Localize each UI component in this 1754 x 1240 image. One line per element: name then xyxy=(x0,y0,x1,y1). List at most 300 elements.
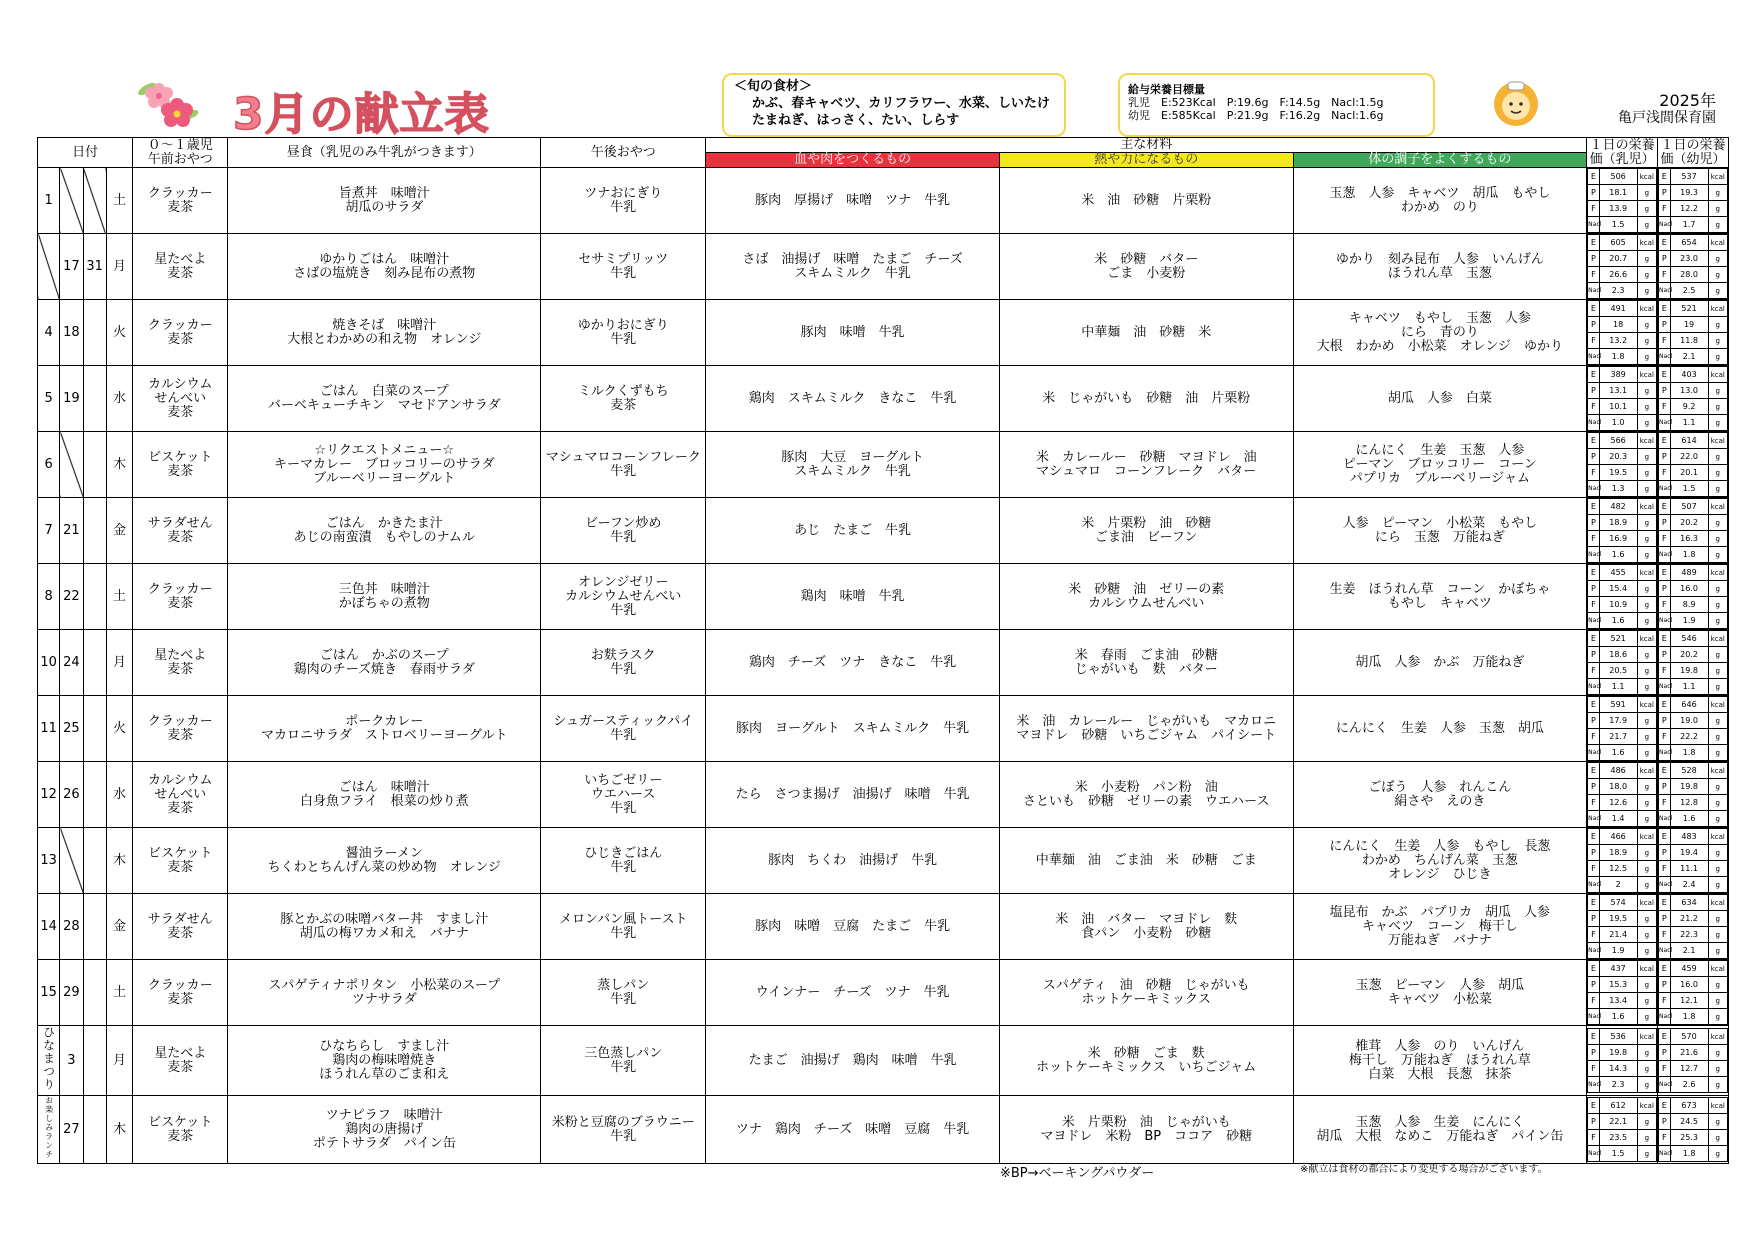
nutrition-key: F xyxy=(1588,729,1600,745)
nutrition-row xyxy=(1659,1077,1728,1093)
nutrition-key: E xyxy=(1588,763,1600,779)
nutrition-key: F xyxy=(1588,861,1600,877)
ingredients-green: にんにく 生姜 人参 もやし 長葱 わかめ ちんげん菜 玉葱 オレンジ ひじき xyxy=(1293,828,1587,894)
nutrition-value: 389 xyxy=(1599,367,1637,383)
nutrition-target-toddler: 幼児 E:585Kcal P:21.9g F:16.2g Nacl:1.6g xyxy=(1128,109,1384,122)
nutrition-value: 1.1 xyxy=(1670,415,1708,431)
nutrition-unit: g xyxy=(1637,349,1656,365)
ingredients-green: ごぼう 人参 れんこん 絹さや えのき xyxy=(1293,762,1587,828)
school-name: 亀戸浅間保育園 xyxy=(1618,110,1716,126)
date-day-1: 14 xyxy=(38,894,60,960)
nutrition-unit: g xyxy=(1708,679,1727,695)
nutrition-table xyxy=(1587,828,1657,893)
group-header-red: 血や肉をつくるもの xyxy=(706,153,1000,168)
nutrition-row xyxy=(1588,845,1657,861)
nutrition-unit: g xyxy=(1637,531,1656,547)
nutrition-unit: kcal xyxy=(1637,301,1656,317)
nutrition-unit: kcal xyxy=(1637,565,1656,581)
afternoon-snack: お麩ラスク 牛乳 xyxy=(541,630,706,696)
nutrition-key: P xyxy=(1588,185,1600,201)
nutrition-unit: kcal xyxy=(1708,697,1727,713)
nutrition-key: P xyxy=(1588,251,1600,267)
nutrition-key: E xyxy=(1659,367,1671,383)
nutrition-unit: g xyxy=(1708,1077,1727,1093)
morning-snack: サラダせん 麦茶 xyxy=(133,894,228,960)
nutrition-key: F xyxy=(1659,861,1671,877)
nutrition-table xyxy=(1587,894,1657,959)
ingredients-yellow: 米 春雨 ごま油 砂糖 じゃがいも 麩 バター xyxy=(999,630,1293,696)
nutrition-value: 9.2 xyxy=(1670,399,1708,415)
nutrition-unit: g xyxy=(1708,1146,1727,1162)
nutrition-row xyxy=(1588,185,1657,201)
ingredients-yellow: 米 カレールー 砂糖 マヨドレ 油 マシュマロ コーンフレーク バター xyxy=(999,432,1293,498)
morning-snack: クラッカー 麦茶 xyxy=(133,960,228,1026)
morning-snack: クラッカー 麦茶 xyxy=(133,300,228,366)
nutrition-value: 521 xyxy=(1599,631,1637,647)
date-day-2: 19 xyxy=(60,366,83,432)
nutrition-row xyxy=(1659,1098,1728,1114)
nutrition-key: Nacl xyxy=(1588,547,1600,563)
nutrition-row xyxy=(1588,531,1657,547)
column-header-nutrition-toddler: １日の栄養価（幼児） xyxy=(1658,138,1729,168)
nutrition-value: 1.5 xyxy=(1599,1146,1637,1162)
nutrition-row xyxy=(1588,613,1657,629)
nutrition-row xyxy=(1588,283,1657,299)
nutrition-value: 22.2 xyxy=(1670,729,1708,745)
nutrition-row xyxy=(1659,267,1728,283)
nutrition-value: 486 xyxy=(1599,763,1637,779)
nutrition-key: Nacl xyxy=(1659,283,1671,299)
nutrition-unit: g xyxy=(1637,779,1656,795)
nutrition-row xyxy=(1659,333,1728,349)
nutrition-key: Nacl xyxy=(1659,349,1671,365)
ingredients-green: 塩昆布 かぶ パプリカ 胡瓜 人参 キャベツ コーン 梅干し 万能ねぎ バナナ xyxy=(1293,894,1587,960)
nutrition-value: 1.8 xyxy=(1670,1009,1708,1025)
special-event-text: お楽しみランチ xyxy=(44,1096,54,1159)
nutrition-unit: kcal xyxy=(1708,763,1727,779)
nutrition-row xyxy=(1659,169,1728,185)
ingredients-green: にんにく 生姜 玉葱 人参 ピーマン ブロッコリー コーン パプリカ ブルーベリージャム xyxy=(1293,432,1587,498)
date-day-3 xyxy=(83,498,106,564)
date-day-1: 4 xyxy=(38,300,60,366)
nutrition-unit: g xyxy=(1708,465,1727,481)
date-day-3 xyxy=(83,762,106,828)
nutrition-unit: g xyxy=(1637,679,1656,695)
date-day-2: 18 xyxy=(60,300,83,366)
date-day-2: 28 xyxy=(60,894,83,960)
nutrition-row xyxy=(1588,877,1657,893)
nutrition-unit: g xyxy=(1708,383,1727,399)
nutrition-key: P xyxy=(1659,383,1671,399)
nutrition-unit: g xyxy=(1637,383,1656,399)
nutrition-row xyxy=(1659,433,1728,449)
nutrition-row xyxy=(1588,169,1657,185)
nutrition-value: 634 xyxy=(1670,895,1708,911)
nutrition-key: Nacl xyxy=(1588,415,1600,431)
nutrition-row xyxy=(1588,1114,1657,1130)
date-day-3 xyxy=(83,960,106,1026)
ingredients-red: 豚肉 ちくわ 油揚げ 牛乳 xyxy=(706,828,1000,894)
ingredients-green: にんにく 生姜 人参 玉葱 胡瓜 xyxy=(1293,696,1587,762)
nutrition-toddler xyxy=(1658,234,1729,300)
nutrition-table xyxy=(1587,1028,1657,1093)
nutrition-value: 1.5 xyxy=(1670,481,1708,497)
afternoon-snack: メロンパン風トースト 牛乳 xyxy=(541,894,706,960)
nutrition-infant xyxy=(1587,1026,1658,1096)
nutrition-value: 16.3 xyxy=(1670,531,1708,547)
date-day-1: 7 xyxy=(38,498,60,564)
nutrition-toddler xyxy=(1658,1026,1729,1096)
lunch: ポークカレー マカロニサラダ ストロベリーヨーグルト xyxy=(228,696,541,762)
nutrition-unit: g xyxy=(1637,415,1656,431)
ingredients-green: 生姜 ほうれん草 コーン かぼちゃ もやし キャベツ xyxy=(1293,564,1587,630)
column-header-date: 日付 xyxy=(38,138,133,168)
nutrition-value: 2.1 xyxy=(1670,349,1708,365)
nutrition-row xyxy=(1588,383,1657,399)
ingredients-green: 胡瓜 人参 かぶ 万能ねぎ xyxy=(1293,630,1587,696)
nutrition-row xyxy=(1588,1029,1657,1045)
column-header-main-ingredients: 主な材料 xyxy=(706,138,1587,153)
ingredients-yellow: 米 砂糖 油 ゼリーの素 カルシウムせんべい xyxy=(999,564,1293,630)
nutrition-key: Nacl xyxy=(1659,679,1671,695)
nutrition-key: Nacl xyxy=(1659,547,1671,563)
nutrition-key: Nacl xyxy=(1659,613,1671,629)
nutrition-value: 24.5 xyxy=(1670,1114,1708,1130)
date-day-1 xyxy=(38,234,60,300)
nutrition-key: P xyxy=(1659,251,1671,267)
nutrition-unit: g xyxy=(1637,1077,1656,1093)
nutrition-unit: g xyxy=(1708,943,1727,959)
nutrition-value: 12.2 xyxy=(1670,201,1708,217)
nutrition-value: 646 xyxy=(1670,697,1708,713)
nutrition-value: 21.6 xyxy=(1670,1045,1708,1061)
nutrition-toddler xyxy=(1658,828,1729,894)
nutrition-unit: g xyxy=(1708,779,1727,795)
nutrition-key: Nacl xyxy=(1588,877,1600,893)
nutrition-row xyxy=(1659,697,1728,713)
nutrition-infant xyxy=(1587,300,1658,366)
nutrition-key: P xyxy=(1588,779,1600,795)
nutrition-key: E xyxy=(1588,1029,1600,1045)
ingredients-red: 鶏肉 スキムミルク きなこ 牛乳 xyxy=(706,366,1000,432)
date-day-2: 3 xyxy=(60,1026,83,1096)
menu-body xyxy=(38,168,1729,1164)
date-day-3 xyxy=(83,432,106,498)
nutrition-unit: g xyxy=(1637,845,1656,861)
nutrition-row xyxy=(1588,895,1657,911)
ingredients-red: ウインナー チーズ ツナ 牛乳 xyxy=(706,960,1000,1026)
nutrition-key: P xyxy=(1659,977,1671,993)
nutrition-row xyxy=(1659,943,1728,959)
nutrition-row xyxy=(1659,383,1728,399)
nutrition-row xyxy=(1659,613,1728,629)
afternoon-snack: ツナおにぎり 牛乳 xyxy=(541,168,706,234)
nutrition-unit: kcal xyxy=(1708,829,1727,845)
nutrition-row xyxy=(1588,713,1657,729)
nutrition-row xyxy=(1659,779,1728,795)
nutrition-row xyxy=(1588,515,1657,531)
date-day-2: 24 xyxy=(60,630,83,696)
nutrition-value: 2.5 xyxy=(1670,283,1708,299)
ingredients-yellow: 米 小麦粉 パン粉 油 さといも 砂糖 ゼリーの素 ウエハース xyxy=(999,762,1293,828)
nutrition-row xyxy=(1659,647,1728,663)
nutrition-toddler xyxy=(1658,630,1729,696)
morning-snack: 星たべよ 麦茶 xyxy=(133,234,228,300)
nutrition-unit: g xyxy=(1708,217,1727,233)
weekday: 火 xyxy=(106,696,132,762)
nutrition-value: 12.7 xyxy=(1670,1061,1708,1077)
weekday: 金 xyxy=(106,894,132,960)
nutrition-value: 19.3 xyxy=(1670,185,1708,201)
date-day-2 xyxy=(60,828,83,894)
nutrition-value: 11.8 xyxy=(1670,333,1708,349)
nutrition-value: 2.3 xyxy=(1599,283,1637,299)
nutrition-key: E xyxy=(1588,631,1600,647)
menu-row xyxy=(38,432,1729,498)
nutrition-unit: kcal xyxy=(1708,1098,1727,1114)
nutrition-row xyxy=(1659,1146,1728,1162)
footnote-change: ※献立は食材の都合により変更する場合がございます。 xyxy=(1300,1164,1548,1175)
nutrition-key: P xyxy=(1659,713,1671,729)
nutrition-value: 22.0 xyxy=(1670,449,1708,465)
nutrition-key: E xyxy=(1588,961,1600,977)
menu-row xyxy=(38,696,1729,762)
nutrition-unit: g xyxy=(1708,877,1727,893)
nutrition-unit: g xyxy=(1637,745,1656,761)
nutrition-unit: kcal xyxy=(1708,1029,1727,1045)
nutrition-unit: g xyxy=(1708,201,1727,217)
nutrition-value: 2.1 xyxy=(1670,943,1708,959)
nutrition-unit: g xyxy=(1637,911,1656,927)
ingredients-red: ツナ 鶏肉 チーズ 味噌 豆腐 牛乳 xyxy=(706,1096,1000,1164)
nutrition-infant xyxy=(1587,1096,1658,1164)
nutrition-value: 15.4 xyxy=(1599,581,1637,597)
morning-snack: 星たべよ 麦茶 xyxy=(133,1026,228,1096)
nutrition-row xyxy=(1588,317,1657,333)
nutrition-key: Nacl xyxy=(1588,481,1600,497)
date-day-3 xyxy=(83,894,106,960)
nutrition-value: 1.1 xyxy=(1599,679,1637,695)
nutrition-key: F xyxy=(1588,1061,1600,1077)
nutrition-toddler xyxy=(1658,762,1729,828)
nutrition-unit: g xyxy=(1708,1045,1727,1061)
nutrition-value: 1.4 xyxy=(1599,811,1637,827)
nutrition-unit: g xyxy=(1708,713,1727,729)
nutrition-key: Nacl xyxy=(1588,679,1600,695)
nutrition-row xyxy=(1659,251,1728,267)
nutrition-row xyxy=(1588,961,1657,977)
nutrition-row xyxy=(1659,1114,1728,1130)
lunch: 豚とかぶの味噌バター丼 すまし汁 胡瓜の梅ワカメ和え バナナ xyxy=(228,894,541,960)
nutrition-value: 483 xyxy=(1670,829,1708,845)
date-day-1: 15 xyxy=(38,960,60,1026)
menu-row xyxy=(38,828,1729,894)
nutrition-key: P xyxy=(1588,581,1600,597)
nutrition-key: P xyxy=(1659,1114,1671,1130)
nutrition-table xyxy=(1658,366,1728,431)
nutrition-key: P xyxy=(1588,317,1600,333)
weekday: 木 xyxy=(106,828,132,894)
nutrition-key: F xyxy=(1588,267,1600,283)
date-day-3 xyxy=(83,564,106,630)
date-day-2: 26 xyxy=(60,762,83,828)
afternoon-snack: シュガースティックパイ 牛乳 xyxy=(541,696,706,762)
nutrition-value: 1.6 xyxy=(1599,547,1637,563)
nutrition-key: E xyxy=(1588,565,1600,581)
nutrition-unit: g xyxy=(1637,927,1656,943)
nutrition-row xyxy=(1659,895,1728,911)
nutrition-row xyxy=(1659,1130,1728,1146)
date-day-2 xyxy=(60,168,83,234)
nutrition-unit: kcal xyxy=(1708,565,1727,581)
nutrition-key: P xyxy=(1588,449,1600,465)
date-day-3 xyxy=(83,168,106,234)
nutrition-key: P xyxy=(1659,911,1671,927)
nutrition-unit: kcal xyxy=(1637,367,1656,383)
nutrition-value: 18.9 xyxy=(1599,845,1637,861)
nutrition-value: 12.6 xyxy=(1599,795,1637,811)
date-day-2: 29 xyxy=(60,960,83,1026)
nutrition-row xyxy=(1588,565,1657,581)
nutrition-unit: g xyxy=(1708,1061,1727,1077)
weekday: 土 xyxy=(106,960,132,1026)
nutrition-row xyxy=(1659,465,1728,481)
nutrition-row xyxy=(1588,1098,1657,1114)
nutrition-value: 1.8 xyxy=(1670,745,1708,761)
nutrition-unit: g xyxy=(1708,531,1727,547)
nutrition-value: 491 xyxy=(1599,301,1637,317)
nutrition-key: E xyxy=(1659,697,1671,713)
nutrition-key: Nacl xyxy=(1588,1077,1600,1093)
nutrition-unit: kcal xyxy=(1708,895,1727,911)
menu-row xyxy=(38,1096,1729,1164)
nutrition-row xyxy=(1659,713,1728,729)
nutrition-unit: g xyxy=(1637,1061,1656,1077)
nutrition-value: 574 xyxy=(1599,895,1637,911)
morning-snack: ビスケット 麦茶 xyxy=(133,432,228,498)
ingredients-green: ゆかり 刻み昆布 人参 いんげん ほうれん草 玉葱 xyxy=(1293,234,1587,300)
nutrition-value: 536 xyxy=(1599,1029,1637,1045)
nutrition-unit: kcal xyxy=(1637,895,1656,911)
nutrition-value: 591 xyxy=(1599,697,1637,713)
nutrition-row xyxy=(1659,861,1728,877)
column-header-morning-snack-text: ０～１歳児 午前おやつ xyxy=(147,137,213,167)
nutrition-unit: g xyxy=(1637,283,1656,299)
weekday: 土 xyxy=(106,564,132,630)
nutrition-key: F xyxy=(1659,1130,1671,1146)
nutrition-unit: g xyxy=(1637,399,1656,415)
nutrition-value: 1.7 xyxy=(1670,217,1708,233)
nutrition-unit: g xyxy=(1637,647,1656,663)
nutrition-unit: kcal xyxy=(1637,433,1656,449)
menu-row xyxy=(38,168,1729,234)
nutrition-value: 18.9 xyxy=(1599,515,1637,531)
nutrition-table xyxy=(1658,762,1728,827)
lunch: 焼きそば 味噌汁 大根とわかめの和え物 オレンジ xyxy=(228,300,541,366)
nutrition-unit: kcal xyxy=(1708,235,1727,251)
lunch: 旨煮丼 味噌汁 胡瓜のサラダ xyxy=(228,168,541,234)
nutrition-toddler xyxy=(1658,300,1729,366)
nutrition-value: 25.3 xyxy=(1670,1130,1708,1146)
nutrition-key: F xyxy=(1659,531,1671,547)
nutrition-table xyxy=(1587,960,1657,1025)
nutrition-unit: g xyxy=(1708,333,1727,349)
nutrition-row xyxy=(1588,795,1657,811)
nutrition-row xyxy=(1588,861,1657,877)
nutrition-key: E xyxy=(1659,829,1671,845)
nutrition-value: 673 xyxy=(1670,1098,1708,1114)
nutrition-table xyxy=(1658,630,1728,695)
nutrition-row xyxy=(1659,515,1728,531)
nutrition-key: E xyxy=(1588,1098,1600,1114)
nutrition-row xyxy=(1659,531,1728,547)
nutrition-unit: g xyxy=(1637,267,1656,283)
nutrition-unit: kcal xyxy=(1637,829,1656,845)
date-day-1: 10 xyxy=(38,630,60,696)
date-day-3: 31 xyxy=(83,234,106,300)
nutrition-value: 19.8 xyxy=(1670,663,1708,679)
ingredients-red: 豚肉 味噌 牛乳 xyxy=(706,300,1000,366)
nutrition-infant xyxy=(1587,168,1658,234)
nutrition-unit: kcal xyxy=(1708,961,1727,977)
nutrition-unit: g xyxy=(1637,977,1656,993)
nutrition-key: F xyxy=(1588,201,1600,217)
ingredients-red: 鶏肉 味噌 牛乳 xyxy=(706,564,1000,630)
nutrition-value: 605 xyxy=(1599,235,1637,251)
menu-row xyxy=(38,564,1729,630)
nutrition-table xyxy=(1587,630,1657,695)
seasonal-foods-box xyxy=(722,73,1066,137)
weekday: 水 xyxy=(106,762,132,828)
nutrition-key: P xyxy=(1588,1114,1600,1130)
nutrition-value: 18.1 xyxy=(1599,185,1637,201)
nutrition-value: 455 xyxy=(1599,565,1637,581)
nutrition-row xyxy=(1659,829,1728,845)
nutrition-value: 1.6 xyxy=(1599,613,1637,629)
nutrition-value: 612 xyxy=(1599,1098,1637,1114)
ingredients-yellow: 米 油 カレールー じゃがいも マカロニ マヨドレ 砂糖 いちごジャム パイシート xyxy=(999,696,1293,762)
nutrition-value: 507 xyxy=(1670,499,1708,515)
nutrition-key: E xyxy=(1588,169,1600,185)
ingredients-green: 椎茸 人参 のり いんげん 梅干し 万能ねぎ ほうれん草 白菜 大根 長葱 抹茶 xyxy=(1293,1026,1587,1096)
nutrition-value: 1.5 xyxy=(1599,217,1637,233)
nutrition-value: 20.1 xyxy=(1670,465,1708,481)
afternoon-snack: いちごゼリー ウエハース 牛乳 xyxy=(541,762,706,828)
nutrition-key: P xyxy=(1659,449,1671,465)
nutrition-value: 1.9 xyxy=(1599,943,1637,959)
nutrition-unit: g xyxy=(1708,597,1727,613)
nutrition-toddler xyxy=(1658,696,1729,762)
nutrition-row xyxy=(1588,235,1657,251)
seasonal-heading: ＜旬の食材＞ xyxy=(734,79,813,94)
morning-snack: カルシウム せんべい 麦茶 xyxy=(133,762,228,828)
nutrition-unit: g xyxy=(1708,845,1727,861)
nutrition-row xyxy=(1588,679,1657,695)
nutrition-unit: g xyxy=(1637,1114,1656,1130)
nutrition-unit: g xyxy=(1708,251,1727,267)
nutrition-infant xyxy=(1587,432,1658,498)
nutrition-unit: kcal xyxy=(1637,763,1656,779)
ingredients-green: 玉葱 人参 キャベツ 胡瓜 もやし わかめ のり xyxy=(1293,168,1587,234)
afternoon-snack: オレンジゼリー カルシウムせんべい 牛乳 xyxy=(541,564,706,630)
nutrition-row xyxy=(1588,499,1657,515)
nutrition-unit: kcal xyxy=(1637,1098,1656,1114)
column-header-afternoon-snack: 午後おやつ xyxy=(541,138,706,168)
nutrition-unit: g xyxy=(1637,449,1656,465)
nutrition-key: Nacl xyxy=(1659,943,1671,959)
ingredients-yellow: スパゲティ 油 砂糖 じゃがいも ホットケーキミックス xyxy=(999,960,1293,1026)
nutrition-row xyxy=(1588,663,1657,679)
